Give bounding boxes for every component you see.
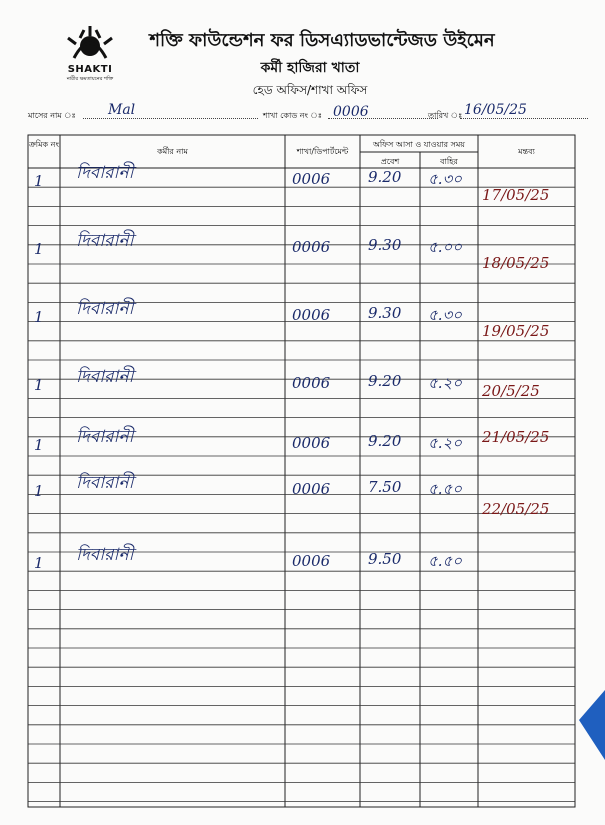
header-time-group: অফিস আসা ও যাওয়ার সময় xyxy=(372,140,466,149)
branch-code-value: 0006 xyxy=(333,104,369,120)
row-branch-code: 0006 xyxy=(292,480,331,498)
row-entry-time: 9.20 xyxy=(368,168,402,186)
row-branch-code: 0006 xyxy=(292,374,331,392)
row-exit-time: ৫.২০ xyxy=(428,434,463,452)
row-branch-code: 0006 xyxy=(292,238,331,256)
row-entry-time: 7.50 xyxy=(368,478,402,496)
row-exit-time: ৫.২০ xyxy=(428,374,463,392)
row-employee-name: দিবারানী xyxy=(76,427,134,447)
row-entry-time: 9.20 xyxy=(368,432,402,450)
office-type: হেড অফিস/শাখা অফিস xyxy=(252,83,368,97)
row-serial: 1 xyxy=(34,308,44,326)
header-serial: ক্রমিক নং xyxy=(29,140,59,149)
date-label: তারিখ ঃ xyxy=(428,111,463,120)
row-exit-time: ৫.৫০ xyxy=(428,480,462,498)
row-exit-time: ৫.৩০ xyxy=(428,170,463,188)
row-employee-name: দিবারানী xyxy=(76,473,134,493)
row-exit-time: ৫.৫০ xyxy=(428,552,462,570)
header-entry: প্রবেশ xyxy=(380,157,400,166)
header-exit: বাহির xyxy=(440,157,458,166)
row-entry-time: 9.30 xyxy=(368,304,402,322)
header-remarks: মন্তব্য xyxy=(518,147,535,156)
row-entry-time: 9.30 xyxy=(368,236,402,254)
branch-code-label: শাখা কোড নং ঃ xyxy=(263,111,322,120)
row-remarks-date: 17/05/25 xyxy=(482,186,550,204)
row-entry-time: 9.50 xyxy=(368,550,402,568)
row-exit-time: ৫.০০ xyxy=(428,238,463,256)
row-serial: 1 xyxy=(34,436,44,454)
month-label: মাসের নাম ঃ xyxy=(28,111,76,120)
header-branch: শাখা/ডিপার্টমেন্ট xyxy=(296,147,349,156)
row-serial: 1 xyxy=(34,482,44,500)
row-serial: 1 xyxy=(34,240,44,258)
row-remarks-date: 18/05/25 xyxy=(482,254,550,272)
row-exit-time: ৫.৩০ xyxy=(428,306,463,324)
row-employee-name: দিবারানী xyxy=(76,231,134,251)
row-serial: 1 xyxy=(34,554,44,572)
row-employee-name: দিবারানী xyxy=(76,299,134,319)
row-branch-code: 0006 xyxy=(292,306,331,324)
row-branch-code: 0006 xyxy=(292,552,331,570)
row-remarks-date: 20/5/25 xyxy=(482,382,540,400)
row-employee-name: দিবারানী xyxy=(76,163,134,183)
register-title: কর্মী হাজিরা খাতা xyxy=(260,60,360,76)
organization-name: শক্তি ফাউন্ডেশন ফর ডিসএ্যাডভান্টেজড উইমেন xyxy=(149,30,495,51)
header-name: কর্মীর নাম xyxy=(157,147,188,156)
row-employee-name: দিবারানী xyxy=(76,367,134,387)
row-branch-code: 0006 xyxy=(292,434,331,452)
row-serial: 1 xyxy=(34,376,44,394)
row-remarks-date: 19/05/25 xyxy=(482,322,550,340)
row-branch-code: 0006 xyxy=(292,170,331,188)
blue-tab-mark xyxy=(569,690,605,760)
month-value: Mal xyxy=(108,102,136,118)
date-value: 16/05/25 xyxy=(464,102,527,118)
logo-tagline: নারীর ক্ষমতায়নের শক্তি xyxy=(66,76,114,82)
logo-text: SHAKTI xyxy=(67,64,113,75)
row-serial: 1 xyxy=(34,172,44,190)
row-remarks-date: 21/05/25 xyxy=(482,428,550,446)
row-remarks-date: 22/05/25 xyxy=(482,500,550,518)
row-employee-name: দিবারানী xyxy=(76,545,134,565)
row-entry-time: 9.20 xyxy=(368,372,402,390)
